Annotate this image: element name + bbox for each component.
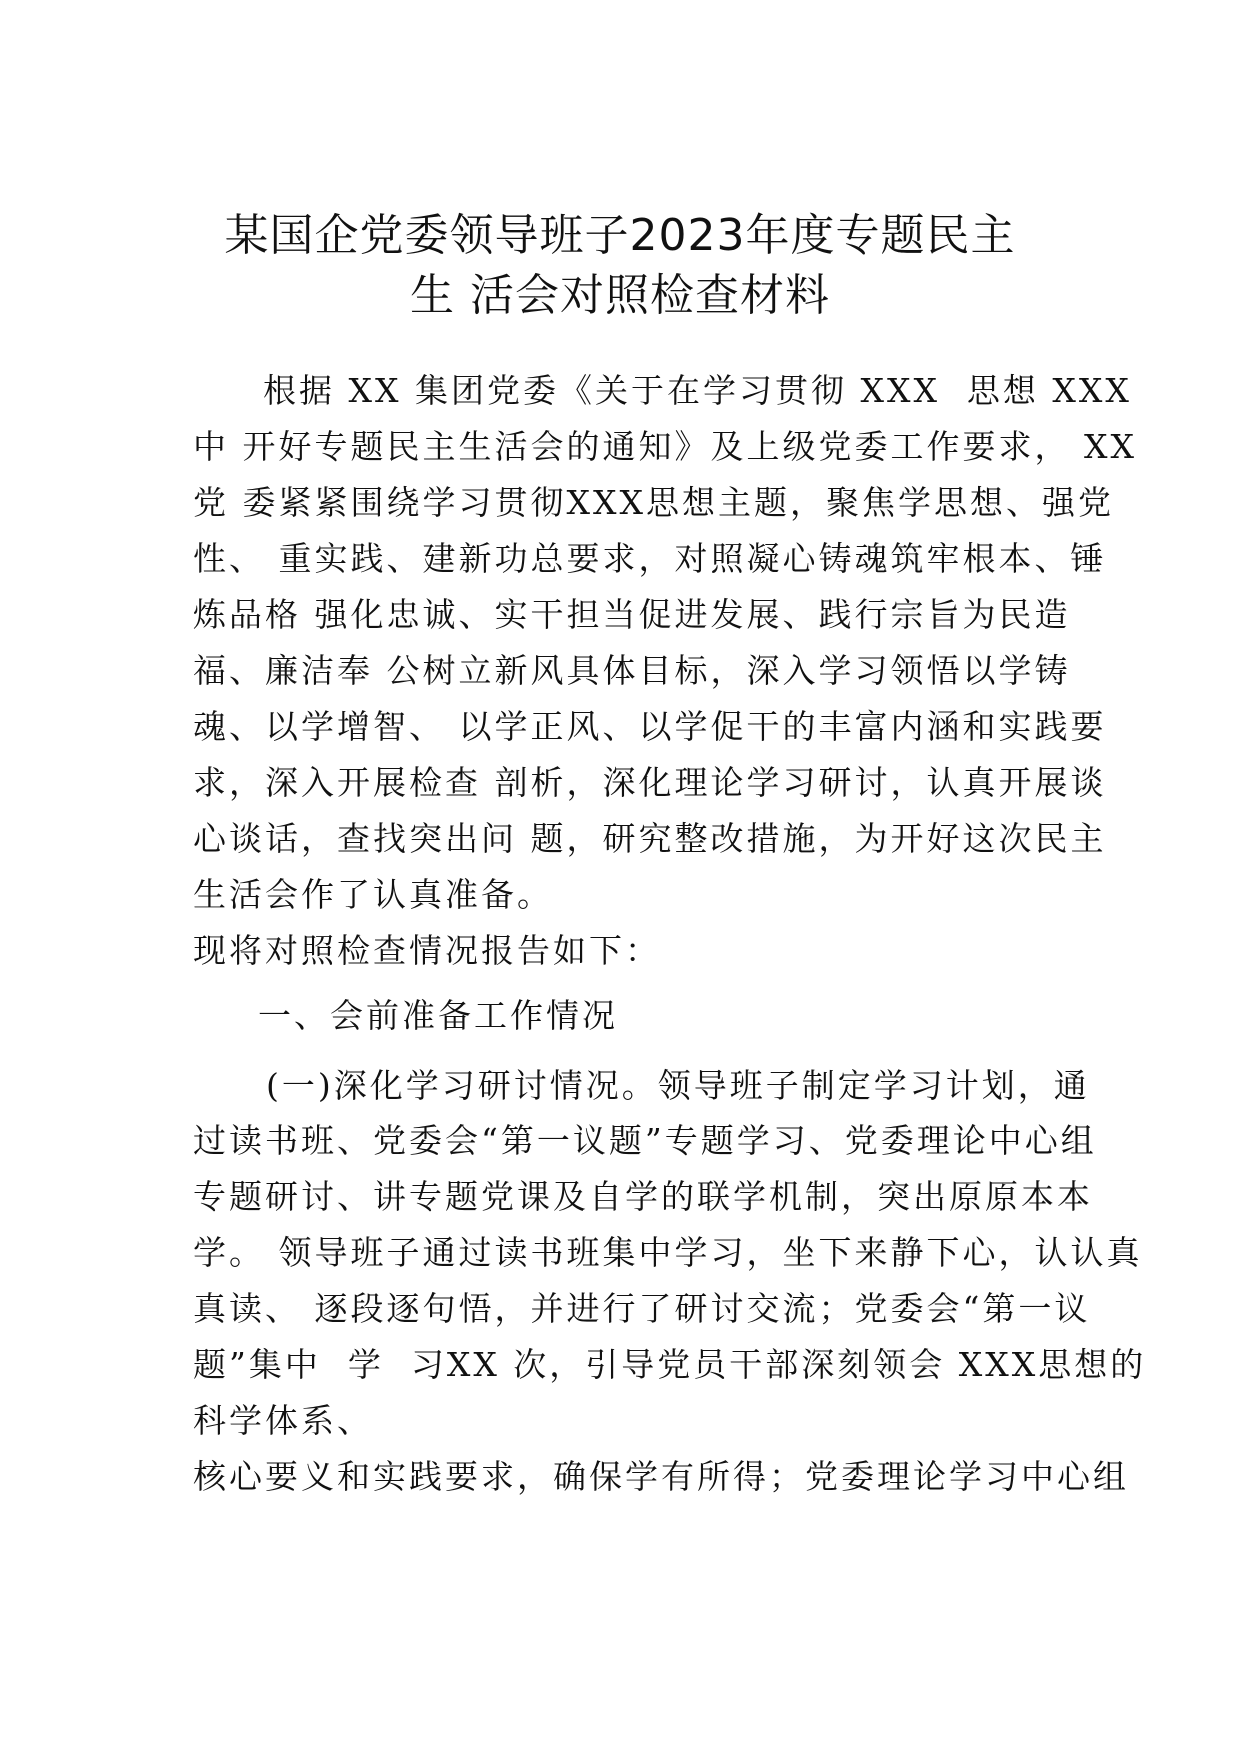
document-title-line-2: 生 活会对照检查材料 [410,270,830,321]
body-line-14: 过读书班、党委会“第一议题”专题学习、党委理论中心组 [193,1121,1097,1160]
body-line-13: (一)深化学习研讨情况。领导班子制定学习计划，通 [266,1066,1090,1105]
body-line-2: 中 开好专题民主生活会的通知》及上级党委工作要求， XX [193,427,1137,466]
body-line-15: 专题研讨、讲专题党课及自学的联学机制，突出原原本本 [193,1177,1093,1216]
section-heading-1: 一、会前准备工作情况 [258,996,618,1035]
body-line-6: 福、廉洁奉 公树立新风具体目标，深入学习领悟以学铸 [193,651,1071,690]
body-line-11: 现将对照检查情况报告如下： [193,931,661,970]
body-line-20: 核心要义和实践要求，确保学有所得；党委理论学习中心组 [193,1457,1129,1496]
body-line-4: 性、 重实践、建新功总要求，对照凝心铸魂筑牢根本、锤 [193,539,1107,578]
body-line-3: 党 委紧紧围绕学习贯彻XXX思想主题，聚焦学思想、强党 [193,483,1114,522]
body-line-16: 学。 领导班子通过读书班集中学习，坐下来静下心，认认真 [193,1233,1143,1272]
body-line-5: 炼品格 强化忠诚、实干担当促进发展、践行宗旨为民造 [193,595,1071,634]
body-line-9: 心谈话，查找突出问 题，研究整改措施，为开好这次民主 [193,819,1107,858]
document-title-line-1: 某国企党委领导班子2023年度专题民主 [224,210,1016,261]
body-line-7: 魂、以学增智、 以学正风、以学促干的丰富内涵和实践要 [193,707,1107,746]
body-line-17: 真读、 逐段逐句悟，并进行了研讨交流；党委会“第一议 [193,1289,1091,1328]
body-line-1: 根据 XX 集团党委《关于在学习贯彻 XXX 思想 XXX [263,371,1132,410]
body-line-19: 科学体系、 [193,1401,373,1440]
body-line-10: 生活会作了认真准备。 [193,875,553,914]
body-line-8: 求，深入开展检查 剖析，深化理论学习研讨，认真开展谈 [193,763,1107,802]
body-line-18: 题”集中 学 习XX 次，引导党员干部深刻领会 XXX思想的 [193,1345,1147,1384]
